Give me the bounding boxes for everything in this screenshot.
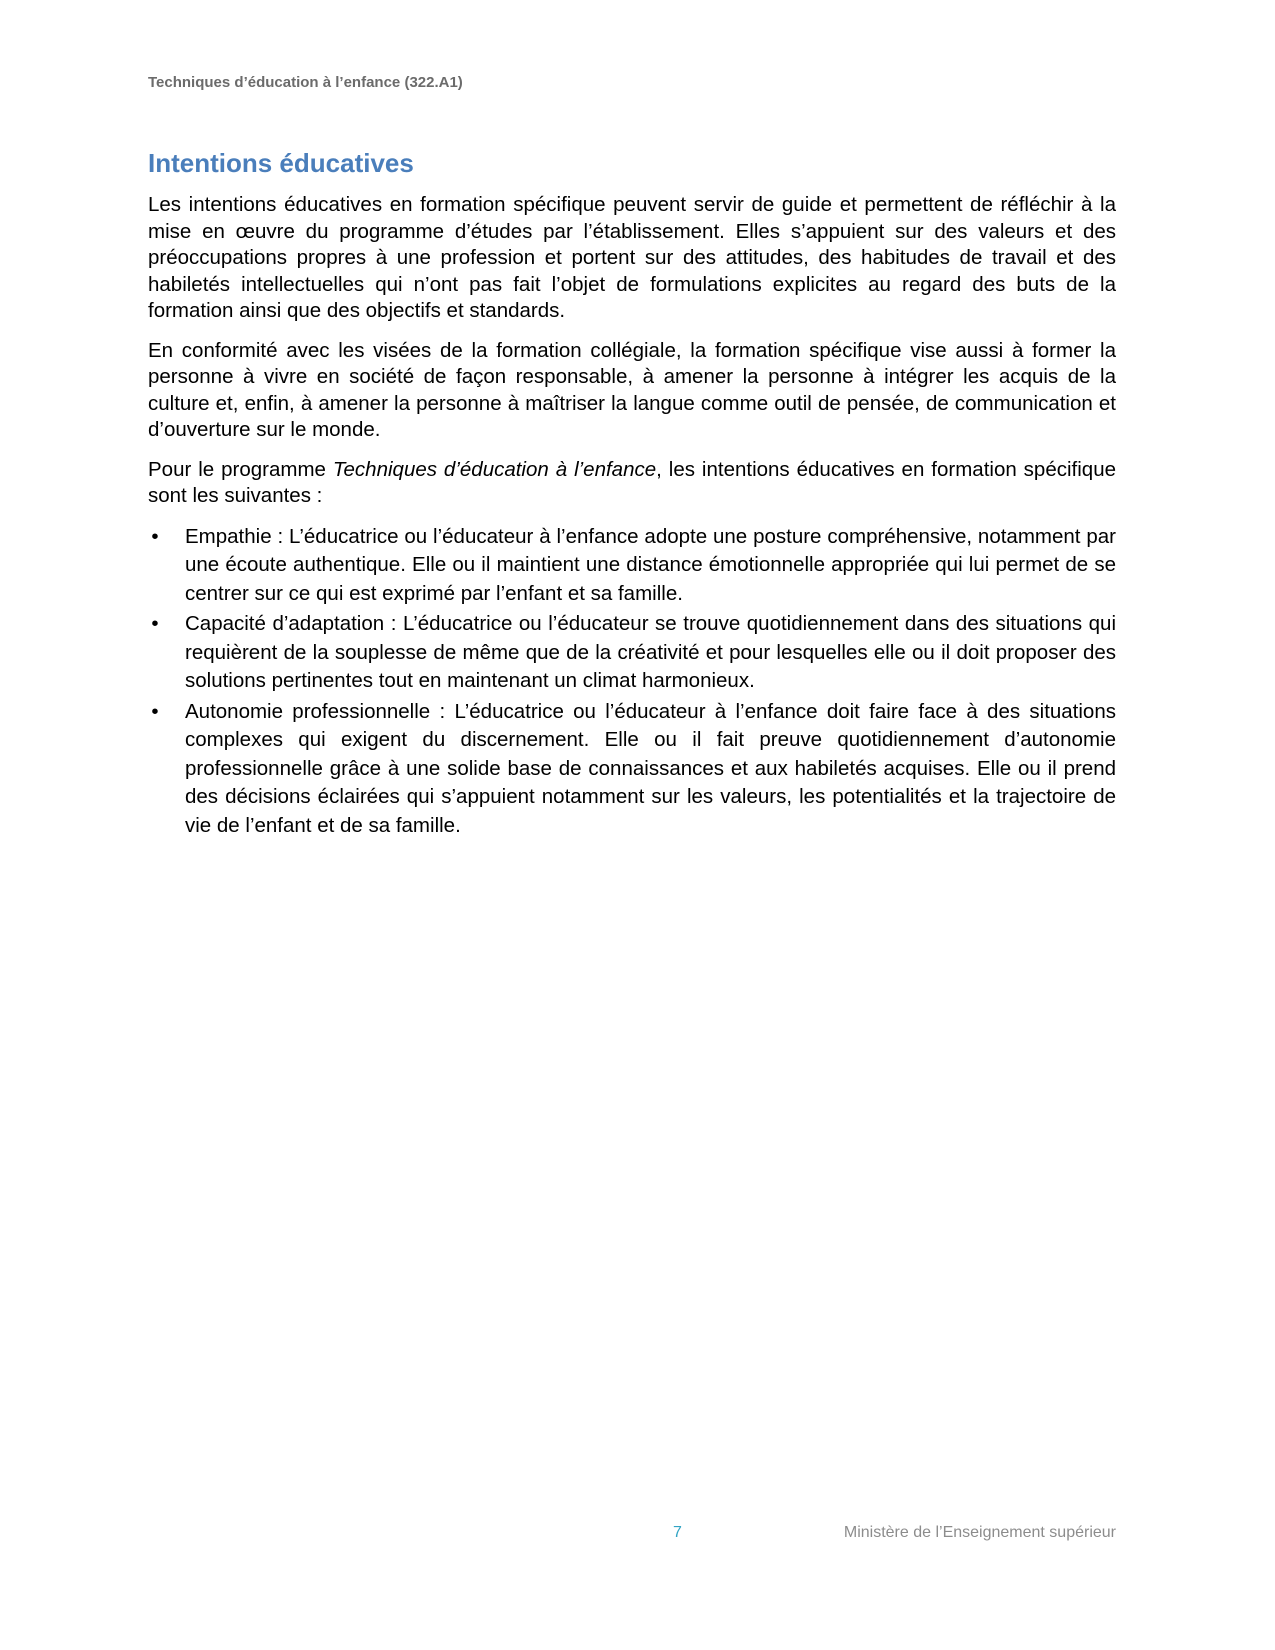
program-intro-before: Pour le programme	[148, 457, 333, 481]
bullet-icon: •	[151, 699, 159, 723]
bullet-icon: •	[151, 524, 159, 548]
intro-paragraph-1: Les intentions éducatives en formation spécifique peuvent servir de guide et permettent de réfléchir à la mise en œuvre du programme d’études par l’établissement. Elles s’appuient sur des valeurs et des préoccupations propres à une profession et portent sur des attitudes, des habitudes de travail et des habiletés intellectuelles qui n’ont pas fait l’objet de formulations explicites au regard des buts de la formation ainsi que des objectifs et standards.	[148, 193, 1116, 322]
running-header: Techniques d’éducation à l’enfance (322.A1)	[148, 74, 463, 91]
intention-text: Capacité d’adaptation : L’éducatrice ou l’éducateur se trouve quotidiennement dans des situations qui requièrent de la souplesse de même que de la créativité et pour lesquelles elle ou il doit proposer des solutions pertinentes tout en maintenant un climat harmonieux.	[185, 612, 1116, 692]
footer-ministry: Ministère de l’Enseignement supérieur	[843, 1524, 1116, 1541]
program-intro-after: , les intentions éducatives en formation spécifique sont les suivantes :	[148, 457, 1116, 507]
intention-item-empathie	[148, 523, 1116, 609]
program-name: Techniques d’éducation à l’enfance	[332, 457, 657, 481]
intentions-list	[148, 523, 1116, 841]
document-body	[148, 192, 1116, 842]
program-intro-paragraph	[148, 457, 1116, 510]
intention-item-adaptation	[148, 610, 1116, 696]
intention-text: Empathie : L’éducatrice ou l’éducateur à l’enfance adopte une posture compréhensive, notamment par une écoute authentique. Elle ou il maintient une distance émotionnelle appropriée qui lui permet de se centrer sur ce qui est exprimé par l’enfant et sa famille.	[185, 524, 1116, 605]
intention-item-autonomie	[148, 698, 1116, 841]
intention-text: Autonomie professionnelle : L’éducatrice ou l’éducateur à l’enfance doit faire face à des situations complexes qui exigent du discernement. Elle ou il fait preuve quotidiennement d’autonomie professionnelle grâce à une solide base de connaissances et aux habiletés acquises. Elle ou il prend des décisions éclairées qui s’appuient notamment sur les valeurs, les potentialités et la trajectoire de vie de l’enfant et de sa famille.	[185, 699, 1116, 837]
page-number: 7	[673, 1524, 682, 1541]
section-title: Intentions éducatives	[148, 148, 414, 178]
bullet-icon: •	[151, 612, 159, 635]
intro-paragraph-2: En conformité avec les visées de la formation collégiale, la formation spécifique vise aussi à former la personne à vivre en société de façon responsable, à amener la personne à intégrer les acquis de la culture et, enfin, à amener la personne à maîtriser la langue comme outil de pensée, de communication et d’ouverture sur le monde.	[148, 338, 1116, 441]
